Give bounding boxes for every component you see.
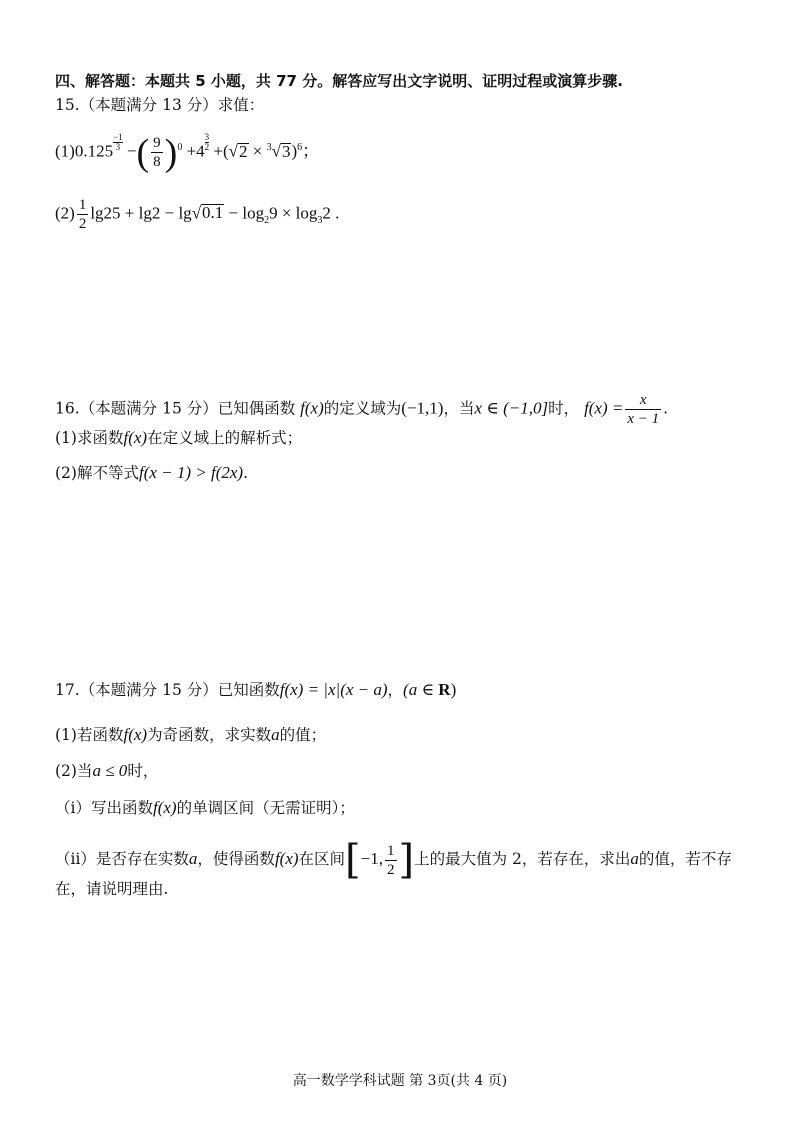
q17-pi-b: 的单调区间（无需证明）； bbox=[176, 799, 355, 817]
q17-pii-frac bbox=[385, 842, 397, 879]
q17-pii-rbracket: ] bbox=[398, 837, 415, 883]
q15-p1-minus: − bbox=[126, 141, 137, 161]
q15-p1-exp2 bbox=[205, 133, 210, 152]
q15-p1-exp-num: 1 bbox=[118, 132, 123, 142]
q15-p2-half bbox=[77, 196, 89, 233]
q15-p1-rparen: ) bbox=[164, 131, 178, 174]
q15-p1-lparen: ( bbox=[136, 131, 150, 174]
q16-p2-ineq: f(x − 1) > f(2x) bbox=[138, 463, 244, 482]
q15-p1-cbrt-val: 3 bbox=[281, 141, 291, 161]
q16-stem-d: 时， bbox=[548, 399, 580, 418]
q15-p1-times: × bbox=[252, 141, 263, 161]
q15-p1-six-exp: 6 bbox=[297, 142, 303, 153]
q15-p1-frac-den: 8 bbox=[153, 154, 161, 171]
q15-p2-text2: − log bbox=[224, 203, 265, 223]
q16-p2-a: (2)解不等式 bbox=[55, 464, 139, 482]
page-footer: 高一数学学科试题 第 3页(共 4 页) bbox=[292, 1073, 508, 1089]
q17-cond: (a ∈ bbox=[403, 680, 439, 699]
q17-p1-a: (1)若函数 bbox=[55, 726, 124, 744]
q17-pii-var: a bbox=[188, 849, 198, 868]
q15-p1-end: ； bbox=[302, 141, 320, 161]
q17-part2-ii-cont: 在，请说明理由. bbox=[55, 880, 169, 898]
q16-frac-num: x bbox=[625, 391, 661, 410]
q16-p1-b: 在定义域上的解析式； bbox=[147, 429, 303, 447]
q15-p1-exp2-num: 3 bbox=[204, 132, 210, 142]
q17-part2-ii bbox=[55, 837, 732, 883]
q15-p1-sqrt-sign: √ bbox=[228, 141, 238, 161]
q17-p2-a: (2)当 bbox=[55, 762, 93, 780]
q15-p2-text3: 9 × log bbox=[269, 203, 318, 223]
q15-p1-cbrt-index: 3 bbox=[266, 142, 272, 153]
q16-p1-fx: f(x) bbox=[123, 428, 148, 447]
q16-stem-b: 的定义域为 bbox=[323, 399, 402, 418]
q17-p1-c: 的值； bbox=[279, 726, 327, 744]
q17-pi-a: （i）写出函数 bbox=[55, 799, 153, 817]
q15-p1-label: (1) bbox=[55, 141, 75, 161]
q15-p2-end: . bbox=[330, 203, 340, 223]
q15-p2-sqrt: 0.1 bbox=[202, 203, 224, 223]
q17-pii-fx: f(x) bbox=[274, 849, 299, 868]
q17-stem-a: 17.（本题满分 15 分）已知函数 bbox=[55, 681, 280, 699]
q16-stem-c: ，当 bbox=[443, 399, 475, 418]
q15-p1-base: 0.125 bbox=[74, 141, 114, 161]
q17-cond-close: ) bbox=[450, 680, 457, 699]
q15-p1-frac bbox=[151, 134, 163, 171]
q15-p2-half-num: 1 bbox=[78, 197, 87, 213]
q17-pii-a: （ii）是否存在实数 bbox=[55, 850, 189, 868]
q15-p1-exp bbox=[113, 133, 123, 152]
q15-part1 bbox=[55, 133, 319, 172]
q15-p1-zero-exp: 0 bbox=[177, 142, 183, 153]
q17-stem-b: ， bbox=[387, 681, 404, 699]
q15-p1-frac-num: 9 bbox=[153, 135, 161, 152]
q17-p2-cond: a ≤ 0 bbox=[92, 761, 128, 780]
q16-cond: x ∈ (−1,0] bbox=[474, 398, 549, 418]
q16-domain: (−1,1) bbox=[401, 398, 444, 418]
q16-part1 bbox=[55, 427, 302, 449]
q15-p1-tail-close: ) bbox=[291, 141, 298, 161]
q17-pii-frac-den: 2 bbox=[387, 861, 395, 878]
q15-p2-sqrt-sign: √ bbox=[191, 203, 202, 223]
q15-p2-label: (2) bbox=[55, 203, 75, 223]
section-title: 四、解答题：本题共 5 小题，共 77 分。解答应写出文字说明、证明过程或演算步骤. bbox=[55, 72, 623, 90]
q15-p1-plus4: +4 bbox=[186, 141, 205, 161]
q16-part2 bbox=[55, 462, 248, 484]
q17-pii-lb: −1, bbox=[360, 849, 383, 868]
q16-fx2: f(x) = bbox=[584, 398, 624, 418]
q15-stem: 15.（本题满分 13 分）求值： bbox=[55, 96, 265, 114]
q16-p2-end: . bbox=[243, 464, 249, 482]
q17-part2-i bbox=[55, 797, 355, 819]
q15-p1-tail-open: +( bbox=[213, 141, 229, 161]
q15-p2-half-den: 2 bbox=[78, 216, 87, 232]
q17-func: f(x) = |x|(x − a) bbox=[279, 680, 388, 699]
q15-part2 bbox=[55, 196, 339, 233]
q17-pii-var2: a bbox=[630, 849, 639, 868]
q15-p1-exp-sign: − bbox=[113, 132, 119, 142]
q17-part2 bbox=[55, 760, 158, 782]
q17-pii-e: 的值，若不存 bbox=[638, 850, 732, 868]
q17-p1-fx: f(x) bbox=[123, 725, 148, 744]
q17-pii-b: ，使得函数 bbox=[197, 850, 275, 868]
q15-p2-sub1: 2 bbox=[264, 214, 270, 226]
q17-pii-d: 上的最大值为 2，若存在，求出 bbox=[414, 850, 631, 868]
q16-frac bbox=[625, 391, 661, 428]
q17-pii-c: 在区间 bbox=[298, 850, 346, 868]
q16-fx: f(x) bbox=[300, 398, 324, 418]
q16-p1-a: (1)求函数 bbox=[55, 429, 124, 447]
q17-pii-lbracket: [ bbox=[345, 837, 361, 883]
q15-p1-exp-den: 3 bbox=[115, 142, 121, 152]
q15-p1-sqrt2: 2 bbox=[239, 141, 248, 161]
q17-stem bbox=[55, 679, 456, 701]
q15-p2-text1: lg25 + lg2 − lg bbox=[90, 203, 192, 223]
q15-p1-exp2-den: 2 bbox=[204, 142, 210, 152]
q17-pi-fx: f(x) bbox=[152, 798, 177, 817]
q16-frac-den: x − 1 bbox=[627, 411, 660, 427]
q17-p1-b: 为奇函数，求实数 bbox=[147, 726, 272, 744]
q17-R: R bbox=[438, 680, 451, 699]
q17-p2-b: 时， bbox=[127, 762, 159, 780]
q16-stem bbox=[55, 391, 668, 428]
q15-p2-text4: 2 bbox=[322, 203, 331, 223]
q17-p1-a-var: a bbox=[271, 725, 280, 744]
q15-p1-cbrt-sign: √ bbox=[271, 141, 281, 161]
q15-p2-sub2: 3 bbox=[317, 214, 323, 226]
q17-part1 bbox=[55, 724, 326, 746]
q17-pii-frac-num: 1 bbox=[387, 842, 395, 859]
q16-stem-end: . bbox=[663, 399, 669, 418]
q16-stem-a: 16.（本题满分 15 分）已知偶函数 bbox=[55, 399, 296, 418]
